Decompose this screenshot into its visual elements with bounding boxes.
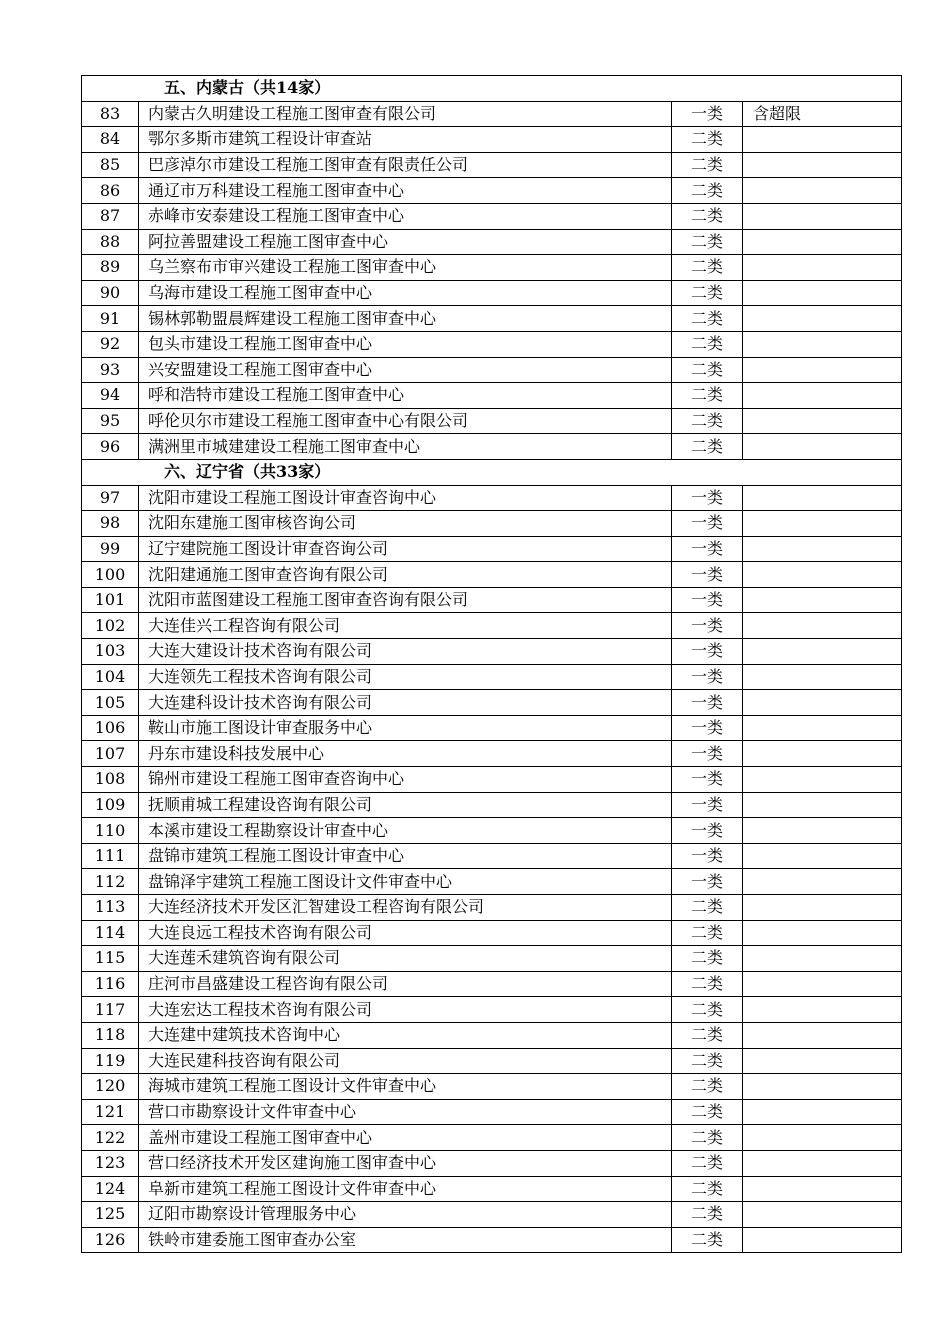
agency-note	[743, 229, 902, 255]
agency-note	[743, 562, 902, 588]
table-row	[82, 127, 902, 153]
agency-category: 二类	[672, 920, 743, 946]
table-row	[82, 1048, 902, 1074]
table-row	[82, 229, 902, 255]
agency-name: 大连良远工程技术咨询有限公司	[139, 920, 672, 946]
row-number: 89	[82, 255, 139, 281]
agency-note	[743, 587, 902, 613]
agency-name: 庄河市昌盛建设工程咨询有限公司	[139, 971, 672, 997]
table-row	[82, 715, 902, 741]
row-number: 93	[82, 357, 139, 383]
agency-name: 包头市建设工程施工图审查中心	[139, 331, 672, 357]
agency-category: 二类	[672, 127, 743, 153]
agency-note	[743, 1125, 902, 1151]
row-number: 117	[82, 997, 139, 1023]
agency-note	[743, 1048, 902, 1074]
agency-name: 大连领先工程技术咨询有限公司	[139, 664, 672, 690]
agency-name: 锡林郭勒盟晨辉建设工程施工图审查中心	[139, 306, 672, 332]
table-row	[82, 280, 902, 306]
row-number: 83	[82, 101, 139, 127]
agency-name: 大连民建科技咨询有限公司	[139, 1048, 672, 1074]
row-number: 116	[82, 971, 139, 997]
table-row	[82, 843, 902, 869]
table-row	[82, 1227, 902, 1253]
table-body	[82, 76, 902, 1253]
agency-name: 营口经济技术开发区建询施工图审查中心	[139, 1150, 672, 1176]
agency-note	[743, 920, 902, 946]
section-header-row	[82, 459, 902, 485]
agency-name: 盖州市建设工程施工图审查中心	[139, 1125, 672, 1151]
agency-category: 一类	[672, 715, 743, 741]
agency-note	[743, 536, 902, 562]
agency-name: 兴安盟建设工程施工图审查中心	[139, 357, 672, 383]
agency-name: 丹东市建设科技发展中心	[139, 741, 672, 767]
row-number: 105	[82, 690, 139, 716]
table-row	[82, 1074, 902, 1100]
row-number: 113	[82, 895, 139, 921]
agency-category: 二类	[672, 1202, 743, 1228]
row-number: 115	[82, 946, 139, 972]
agency-name: 鞍山市施工图设计审查服务中心	[139, 715, 672, 741]
table-row	[82, 895, 902, 921]
table-row	[82, 1176, 902, 1202]
agency-note	[743, 1099, 902, 1125]
table-row	[82, 1150, 902, 1176]
section-title: 六、辽宁省（共33家）	[82, 459, 902, 485]
row-number: 108	[82, 767, 139, 793]
agency-category: 一类	[672, 741, 743, 767]
agency-name: 大连宏达工程技术咨询有限公司	[139, 997, 672, 1023]
row-number: 123	[82, 1150, 139, 1176]
table-row	[82, 587, 902, 613]
agency-note	[743, 639, 902, 665]
agency-note	[743, 946, 902, 972]
agency-note	[743, 434, 902, 460]
table-row	[82, 152, 902, 178]
row-number: 86	[82, 178, 139, 204]
agency-name: 盘锦市建筑工程施工图设计审查中心	[139, 843, 672, 869]
row-number: 122	[82, 1125, 139, 1151]
agency-category: 二类	[672, 178, 743, 204]
agency-note	[743, 255, 902, 281]
agency-name: 辽阳市勘察设计管理服务中心	[139, 1202, 672, 1228]
table-row	[82, 869, 902, 895]
agency-category: 二类	[672, 1048, 743, 1074]
agency-name: 沈阳建通施工图审查咨询有限公司	[139, 562, 672, 588]
row-number: 121	[82, 1099, 139, 1125]
agency-name: 乌兰察布市审兴建设工程施工图审查中心	[139, 255, 672, 281]
agency-note	[743, 1074, 902, 1100]
agency-name: 大连建中建筑技术咨询中心	[139, 1022, 672, 1048]
row-number: 90	[82, 280, 139, 306]
agency-note	[743, 1150, 902, 1176]
agency-name: 铁岭市建委施工图审查办公室	[139, 1227, 672, 1253]
section-title: 五、内蒙古（共14家）	[82, 76, 902, 102]
table-row	[82, 408, 902, 434]
agency-note	[743, 767, 902, 793]
agency-category: 一类	[672, 613, 743, 639]
agency-note	[743, 1022, 902, 1048]
table-row	[82, 255, 902, 281]
agency-name: 大连佳兴工程咨询有限公司	[139, 613, 672, 639]
table-row	[82, 792, 902, 818]
agency-note	[743, 485, 902, 511]
table-row	[82, 946, 902, 972]
agency-name: 乌海市建设工程施工图审查中心	[139, 280, 672, 306]
table-row	[82, 562, 902, 588]
agency-name: 沈阳市建设工程施工图设计审查咨询中心	[139, 485, 672, 511]
agency-note	[743, 408, 902, 434]
agency-category: 一类	[672, 818, 743, 844]
row-number: 112	[82, 869, 139, 895]
row-number: 88	[82, 229, 139, 255]
agency-name: 辽宁建院施工图设计审查咨询公司	[139, 536, 672, 562]
table-row	[82, 511, 902, 537]
agency-name: 营口市勘察设计文件审查中心	[139, 1099, 672, 1125]
table-row	[82, 818, 902, 844]
table-row	[82, 690, 902, 716]
row-number: 84	[82, 127, 139, 153]
agency-category: 一类	[672, 101, 743, 127]
table-row	[82, 613, 902, 639]
agency-category: 一类	[672, 562, 743, 588]
row-number: 99	[82, 536, 139, 562]
review-agency-table	[81, 75, 902, 1253]
agency-note	[743, 613, 902, 639]
table-row	[82, 1099, 902, 1125]
agency-name: 阜新市建筑工程施工图设计文件审查中心	[139, 1176, 672, 1202]
agency-note	[743, 357, 902, 383]
agency-name: 大连建科设计技术咨询有限公司	[139, 690, 672, 716]
agency-category: 二类	[672, 331, 743, 357]
row-number: 103	[82, 639, 139, 665]
agency-category: 二类	[672, 1099, 743, 1125]
agency-category: 二类	[672, 408, 743, 434]
table-row	[82, 485, 902, 511]
agency-name: 呼伦贝尔市建设工程施工图审查中心有限公司	[139, 408, 672, 434]
agency-category: 二类	[672, 946, 743, 972]
row-number: 110	[82, 818, 139, 844]
row-number: 107	[82, 741, 139, 767]
table-row	[82, 920, 902, 946]
agency-name: 巴彦淖尔市建设工程施工图审查有限责任公司	[139, 152, 672, 178]
agency-category: 二类	[672, 434, 743, 460]
agency-category: 一类	[672, 536, 743, 562]
agency-name: 大连经济技术开发区汇智建设工程咨询有限公司	[139, 895, 672, 921]
agency-name: 沈阳东建施工图审核咨询公司	[139, 511, 672, 537]
row-number: 95	[82, 408, 139, 434]
table-row	[82, 1202, 902, 1228]
agency-category: 二类	[672, 1022, 743, 1048]
agency-name: 大连莲禾建筑咨询有限公司	[139, 946, 672, 972]
table-row	[82, 178, 902, 204]
table-row	[82, 306, 902, 332]
agency-category: 二类	[672, 255, 743, 281]
agency-note	[743, 843, 902, 869]
agency-note	[743, 1202, 902, 1228]
table-row	[82, 101, 902, 127]
agency-note	[743, 971, 902, 997]
agency-category: 一类	[672, 792, 743, 818]
agency-category: 一类	[672, 511, 743, 537]
agency-note	[743, 792, 902, 818]
row-number: 126	[82, 1227, 139, 1253]
agency-category: 二类	[672, 1227, 743, 1253]
row-number: 100	[82, 562, 139, 588]
row-number: 91	[82, 306, 139, 332]
agency-category: 二类	[672, 357, 743, 383]
agency-name: 沈阳市蓝图建设工程施工图审查咨询有限公司	[139, 587, 672, 613]
agency-name: 抚顺甫城工程建设咨询有限公司	[139, 792, 672, 818]
agency-category: 二类	[672, 229, 743, 255]
agency-note	[743, 664, 902, 690]
agency-category: 一类	[672, 843, 743, 869]
table-row	[82, 971, 902, 997]
agency-category: 一类	[672, 485, 743, 511]
agency-name: 赤峰市安泰建设工程施工图审查中心	[139, 203, 672, 229]
agency-category: 二类	[672, 1176, 743, 1202]
row-number: 96	[82, 434, 139, 460]
agency-category: 一类	[672, 639, 743, 665]
section-header-row	[82, 76, 902, 102]
agency-note	[743, 895, 902, 921]
row-number: 106	[82, 715, 139, 741]
agency-category: 一类	[672, 664, 743, 690]
agency-name: 大连大建设计技术咨询有限公司	[139, 639, 672, 665]
row-number: 125	[82, 1202, 139, 1228]
row-number: 124	[82, 1176, 139, 1202]
table-row	[82, 331, 902, 357]
agency-category: 二类	[672, 280, 743, 306]
table-row	[82, 1022, 902, 1048]
agency-name: 阿拉善盟建设工程施工图审查中心	[139, 229, 672, 255]
agency-category: 二类	[672, 1150, 743, 1176]
agency-name: 本溪市建设工程勘察设计审查中心	[139, 818, 672, 844]
row-number: 92	[82, 331, 139, 357]
row-number: 94	[82, 383, 139, 409]
agency-category: 二类	[672, 971, 743, 997]
row-number: 97	[82, 485, 139, 511]
agency-note	[743, 997, 902, 1023]
table-row	[82, 997, 902, 1023]
agency-name: 盘锦泽宇建筑工程施工图设计文件审查中心	[139, 869, 672, 895]
row-number: 85	[82, 152, 139, 178]
agency-note	[743, 152, 902, 178]
table-row	[82, 203, 902, 229]
agency-note	[743, 741, 902, 767]
row-number: 109	[82, 792, 139, 818]
table-row	[82, 434, 902, 460]
row-number: 87	[82, 203, 139, 229]
row-number: 101	[82, 587, 139, 613]
agency-category: 二类	[672, 895, 743, 921]
agency-note	[743, 715, 902, 741]
agency-note	[743, 690, 902, 716]
agency-note: 含超限	[743, 101, 902, 127]
row-number: 118	[82, 1022, 139, 1048]
row-number: 119	[82, 1048, 139, 1074]
agency-name: 内蒙古久明建设工程施工图审查有限公司	[139, 101, 672, 127]
agency-note	[743, 1227, 902, 1253]
agency-note	[743, 280, 902, 306]
agency-note	[743, 1176, 902, 1202]
agency-name: 满洲里市城建建设工程施工图审查中心	[139, 434, 672, 460]
row-number: 114	[82, 920, 139, 946]
row-number: 120	[82, 1074, 139, 1100]
agency-name: 呼和浩特市建设工程施工图审查中心	[139, 383, 672, 409]
agency-category: 一类	[672, 690, 743, 716]
table-row	[82, 536, 902, 562]
agency-category: 二类	[672, 1125, 743, 1151]
agency-name: 锦州市建设工程施工图审查咨询中心	[139, 767, 672, 793]
agency-note	[743, 306, 902, 332]
agency-note	[743, 127, 902, 153]
row-number: 102	[82, 613, 139, 639]
agency-note	[743, 178, 902, 204]
agency-note	[743, 383, 902, 409]
table-row	[82, 664, 902, 690]
agency-category: 二类	[672, 383, 743, 409]
agency-name: 鄂尔多斯市建筑工程设计审查站	[139, 127, 672, 153]
agency-note	[743, 511, 902, 537]
agency-category: 二类	[672, 152, 743, 178]
agency-category: 一类	[672, 767, 743, 793]
agency-category: 二类	[672, 306, 743, 332]
table-row	[82, 1125, 902, 1151]
table-row	[82, 767, 902, 793]
agency-category: 二类	[672, 203, 743, 229]
agency-note	[743, 203, 902, 229]
agency-name: 海城市建筑工程施工图设计文件审查中心	[139, 1074, 672, 1100]
agency-category: 一类	[672, 587, 743, 613]
table-row	[82, 357, 902, 383]
row-number: 104	[82, 664, 139, 690]
agency-note	[743, 331, 902, 357]
agency-category: 二类	[672, 997, 743, 1023]
row-number: 98	[82, 511, 139, 537]
agency-name: 通辽市万科建设工程施工图审查中心	[139, 178, 672, 204]
agency-note	[743, 869, 902, 895]
table-row	[82, 741, 902, 767]
table-row	[82, 383, 902, 409]
agency-note	[743, 818, 902, 844]
agency-category: 二类	[672, 1074, 743, 1100]
row-number: 111	[82, 843, 139, 869]
agency-category: 一类	[672, 869, 743, 895]
table-row	[82, 639, 902, 665]
